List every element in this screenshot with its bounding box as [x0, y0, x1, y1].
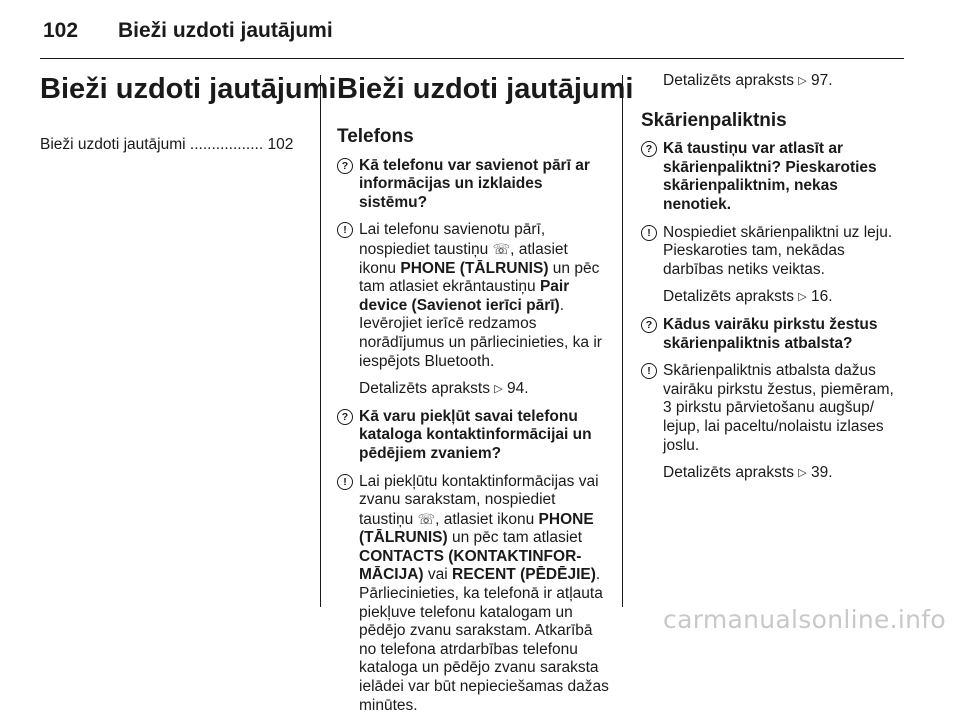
answer-text: vai	[427, 566, 448, 584]
reference-label: Detalizēts apraksts	[663, 288, 794, 306]
answer-text: Lai telefonu savienotu pārī, nospiediet taustiņu	[359, 221, 546, 258]
chapter-title: Bieži uzdoti jautājumi	[337, 73, 634, 105]
page-number: 102	[43, 19, 79, 42]
answer-bold-term: Pair device (Savienot ierīci pārī)	[359, 278, 570, 314]
question-text: Kā varu piekļūt savai telefonu kataloga kontaktinformācijai un pēdējiem zvaniem?	[359, 407, 592, 462]
reference-arrow-icon: ▷	[798, 75, 807, 87]
toc-entry-label: Bieži uzdoti jautājumi	[40, 136, 186, 153]
question-mark-icon: ?	[337, 409, 353, 425]
answer-text: Skārienpaliktnis atbalsta dažus vairāku pirkstu žestus, piemēram, 3 pirkstu pārvietošanu augšup/ lejup, lai paceltu/nolaistu izlases joslu.	[663, 362, 894, 454]
answer-bold-term: CONTACTS (KONTAKTINFOR‐MĀCIJA)	[359, 547, 582, 584]
answer-mark-icon: !	[641, 225, 657, 241]
detail-reference-2[interactable]	[663, 72, 905, 92]
answer-mark-icon: !	[337, 222, 353, 238]
watermark: carmanualsonline.info	[663, 605, 946, 634]
answer-text: Lai piekļūtu kontaktinformācijas vai zvanu sarakstam, nospiediet taustiņu	[359, 472, 599, 528]
running-title: Bieži uzdoti jautājumi	[118, 19, 333, 42]
toc-entry-page: 102	[267, 136, 294, 153]
answer-mark-icon: !	[641, 363, 657, 379]
answer-mark-icon: !	[337, 474, 353, 490]
answer-text: Nospiediet skārienpaliktni uz leju. Pieskaroties tam, nekādas darbības netiks veiktas.	[663, 223, 893, 278]
answer-bold-term: PHONE (TĀLRUNIS)	[359, 510, 594, 547]
phone-key-icon: ☏	[417, 510, 436, 527]
answer-text: , atlasiet ikonu	[435, 510, 535, 528]
reference-page: 16.	[811, 288, 833, 306]
reference-arrow-icon: ▷	[798, 291, 807, 304]
answer-bold-term: RECENT (PĒDĒJIE)	[452, 566, 596, 584]
answer-text: . Pārliecinieties, ka telefonā ir atļauta piekļuve telefonu katalogam un pēdējo zvanu sarakstam. Atkarībā no telefona atrdarbības telefonu kataloga un pēdējo zvanu saraksta ielādei var būt nepieciešamas dažas minūtes.	[359, 566, 609, 714]
question-2	[337, 408, 609, 464]
question-mark-icon: ?	[641, 317, 657, 333]
detail-reference-3[interactable]	[663, 288, 905, 308]
reference-arrow-icon: ▷	[494, 383, 503, 396]
question-text: Kādus vairāku pirkstu žestus skārienpaliktnis atbalsta?	[663, 315, 878, 352]
reference-page: 39.	[811, 464, 833, 482]
reference-page: 97.	[811, 72, 833, 89]
answer-2	[337, 472, 609, 714]
answer-text: , atlasiet ikonu	[359, 240, 568, 277]
toc-entry[interactable]	[40, 136, 308, 155]
answer-3	[641, 224, 905, 280]
reference-label: Detalizēts apraksts	[663, 72, 794, 89]
answer-text: un pēc tam atlasiet	[452, 529, 583, 547]
reference-label: Detalizēts apraksts	[663, 464, 794, 482]
toc-chapter-title: Bieži uzdoti jautājumi	[40, 73, 337, 105]
question-mark-icon: ?	[337, 158, 353, 174]
question-text: Kā telefonu var savienot pārī ar informācijas un izklaides sistēmu?	[359, 156, 590, 211]
question-3	[641, 140, 905, 214]
answer-1	[337, 221, 609, 371]
answer-bold-term: PHONE (TĀLRUNIS)	[400, 259, 549, 277]
answer-4	[641, 362, 905, 455]
column-divider	[320, 75, 321, 607]
section-title-telefons: Telefons	[337, 126, 414, 147]
reference-page: 94.	[507, 380, 529, 398]
reference-arrow-icon: ▷	[798, 467, 807, 480]
page-header	[0, 0, 960, 58]
section-title-touchpad: Skārienpaliktnis	[641, 109, 787, 131]
toc-column	[40, 72, 337, 155]
detail-reference-1[interactable]	[359, 380, 609, 400]
toc-entry-leader: .................	[189, 136, 264, 153]
header-rule	[40, 58, 904, 59]
question-mark-icon: ?	[641, 141, 657, 157]
answer-text: un pēc tam atlasiet ekrāntaustiņu	[359, 259, 600, 296]
reference-label: Detalizēts apraksts	[359, 380, 490, 398]
column-divider	[622, 75, 623, 607]
content-column-3	[641, 72, 905, 492]
answer-text: . Ievērojiet ierīcē redzamos norādījumus un pārliecinieties, ka ir iespējots Bluetooth.	[359, 296, 602, 370]
question-text: Kā taustiņu var atlasīt ar skārienpaliktni? Pieskaroties skārienpaliktnim, nekas nenotiek.	[663, 140, 877, 213]
phone-key-icon: ☏	[492, 240, 511, 257]
content-column-2	[337, 72, 634, 714]
question-1	[337, 157, 609, 213]
question-4	[641, 316, 905, 353]
detail-reference-4[interactable]	[663, 464, 905, 484]
